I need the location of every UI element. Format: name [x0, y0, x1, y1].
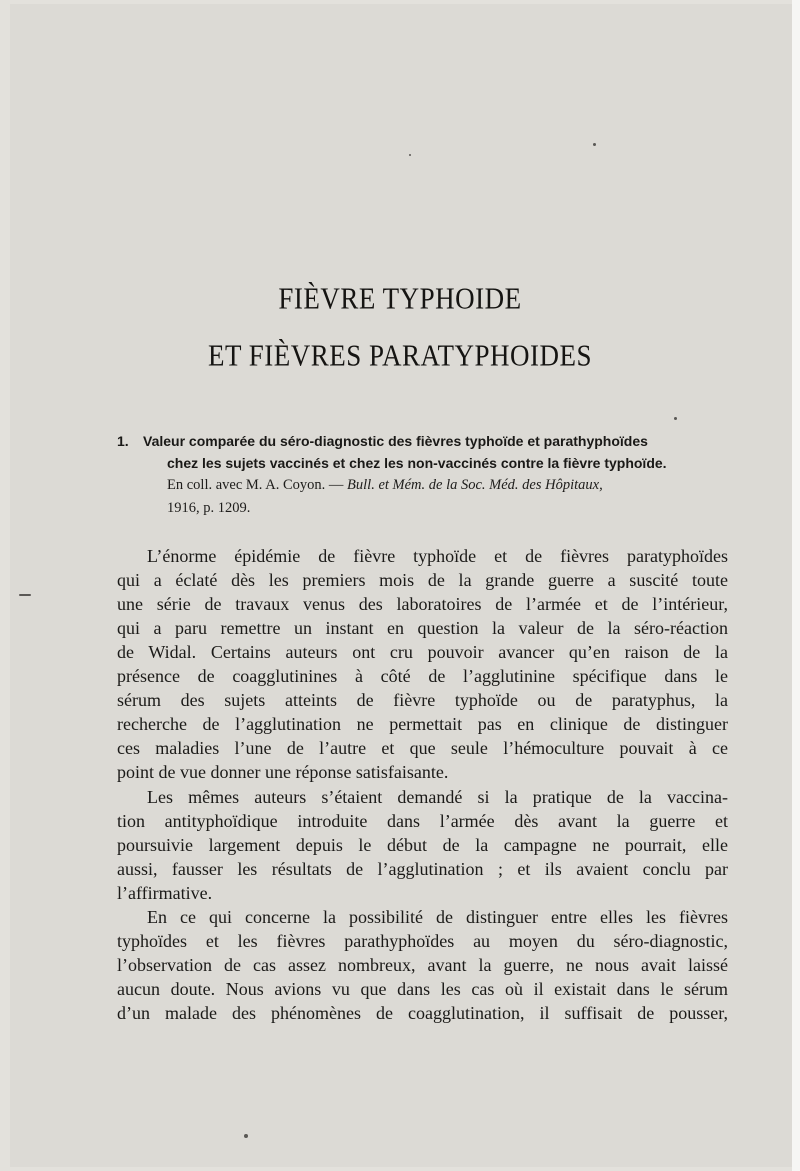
paragraph-line: poursuivie largement depuis le début de la campagne ne pourrait, elle — [117, 835, 728, 855]
paragraph-line: ces maladies l’une de l’autre et que seule l’hémoculture pouvait à ce — [117, 738, 728, 758]
reference-source-line-1 — [117, 474, 729, 497]
page-edge — [792, 0, 800, 1171]
paragraph-line: de Widal. Certains auteurs ont cru pouvoir avancer qu’en raison de la — [117, 642, 728, 662]
paragraph-line: aussi, fausser les résultats de l’agglutination ; et ils avaient conclu par — [117, 859, 728, 879]
paragraph-line: typhoïdes et les fièvres parathyphoïdes au moyen du séro-diagnostic, — [117, 931, 728, 951]
scan-speck — [19, 594, 31, 596]
paragraph-line: En ce qui concerne la possibilité de distinguer entre elles les fièvres — [147, 907, 728, 927]
paragraph-line: une série de travaux venus des laboratoires de l’armée et de l’intérieur, — [117, 594, 728, 614]
reference-title-line-1 — [117, 430, 729, 452]
reference-title-text-1: Valeur comparée du séro-diagnostic des fièvres typhoïde et parathyphoïdes — [143, 433, 648, 449]
paragraph-3 — [117, 905, 728, 1025]
paragraph-line: qui a paru remettre un instant en question la valeur de la séro-réaction — [117, 618, 728, 638]
reference-source-journal: Bull. et Mém. de la Soc. Méd. des Hôpitaux, — [347, 477, 603, 493]
paragraph-line: Les mêmes auteurs s’étaient demandé si la pratique de la vaccina- — [147, 787, 728, 807]
paragraph-line: l’observation de cas assez nombreux, avant la guerre, ne nous avait laissé — [117, 955, 728, 975]
paragraph-line: tion antityphoïdique introduite dans l’armée dès avant la guerre et — [117, 811, 728, 831]
reference-source-authors: En coll. avec M. A. Coyon. — — [167, 477, 348, 493]
paragraph-line: sérum des sujets atteints de fièvre typhoïde ou de paratyphus, la — [117, 690, 728, 710]
section-title-line-1: FIÈVRE TYPHOIDE — [278, 280, 522, 316]
reference-title-line-2: chez les sujets vaccinés et chez les non-vaccinés contre la fièvre typhoïde. — [167, 455, 667, 471]
paragraph-line: recherche de l’agglutination ne permettait pas en clinique de distinguer — [117, 714, 728, 734]
paragraph-line: présence de coagglutinines à côté de l’agglutinine spécifique dans le — [117, 666, 728, 686]
paragraph-line: d’un malade des phénomènes de coagglutination, il suffisait de pousser, — [117, 1003, 728, 1023]
reference-entry — [117, 430, 729, 520]
paragraph-line: L’énorme épidémie de fièvre typhoïde et de fièvres paratyphoïdes — [147, 546, 728, 566]
paragraph-line: l’affirmative. — [117, 883, 213, 903]
scan-speck — [593, 143, 596, 146]
paragraph-line: aucun doute. Nous avions vu que dans les cas où il existait dans le sérum — [117, 979, 728, 999]
scan-speck — [674, 417, 677, 420]
scan-speck — [409, 154, 411, 156]
paragraph-1 — [117, 544, 728, 784]
section-title-line-2: ET FIÈVRES PARATYPHOIDES — [207, 337, 593, 373]
paragraph-line: point de vue donner une réponse satisfaisante. — [117, 762, 449, 782]
paragraph-2 — [117, 785, 728, 905]
paragraph-line: qui a éclaté dès les premiers mois de la grande guerre a suscité toute — [117, 570, 728, 590]
reference-number: 1. — [117, 433, 129, 449]
scan-speck — [244, 1134, 248, 1138]
reference-source-line-2: 1916, p. 1209. — [167, 500, 251, 516]
